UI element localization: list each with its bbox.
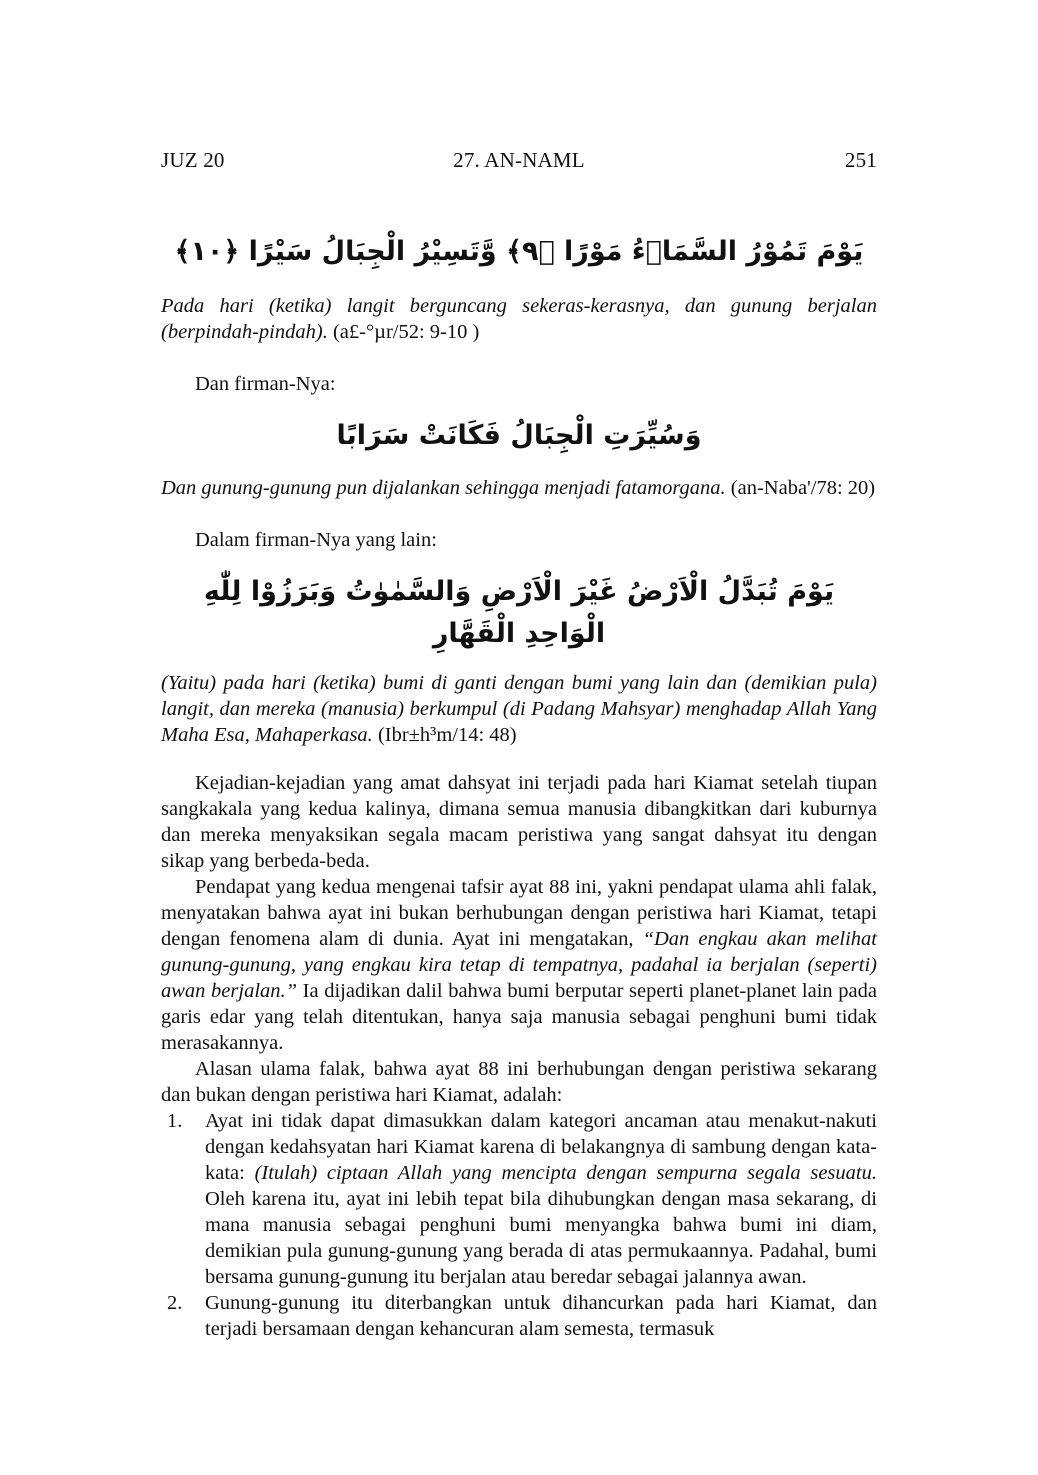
paragraph-2-segment: Ia dijadikan dalil bahwa bumi berputar seperti planet-planet lain pada garis edar yang telah ditentukan, hanya saja manusia sebagai penghuni bumi tidak merasakannya. [161, 980, 877, 1055]
translation-3 [161, 670, 877, 748]
list-item-1-number: 1. [167, 1110, 183, 1133]
list-item-1-quote: (Itulah) ciptaan Allah yang mencipta dengan sempurna segala sesuatu. [254, 1162, 877, 1185]
paragraph-2 [161, 874, 877, 1056]
translation-3-text: (Yaitu) pada hari (ketika) bumi di ganti dengan bumi yang lain dan (demikian pula) langit, dan mereka (manusia) berkumpul (di Padang Mahsyar) menghadap Allah Yang Maha Esa, Mahaperkasa. [161, 672, 877, 747]
list-item-2-number: 2. [167, 1292, 183, 1315]
page-number: 251 [844, 148, 877, 172]
translation-1 [161, 293, 877, 345]
list-item-1 [161, 1108, 877, 1290]
arabic-verse-2: وَسُيِّرَتِ الْجِبَالُ فَكَانَتْ سَرَابًا [336, 419, 702, 451]
arabic-verse-1: يَوْمَ تَمُوْرُ السَّمَاۤءُ مَوْرًا ﴿٩﴾ وَّتَسِيْرُ الْجِبَالُ سَيْرًا ﴿١٠﴾ [174, 236, 864, 267]
paragraph-2-quote: “Dan engkau akan melihat gunung-gunung, yang engkau kira tetap di tempatnya, padahal ia berjalan (seperti) awan berjalan.” [161, 928, 877, 1003]
paragraph-2-segment: Pendapat yang kedua mengenai tafsir ayat 88 ini, yakni pendapat ulama ahli falak, menyatakan bahwa ayat ini bukan berhubungan dengan peristiwa hari Kiamat, tetapi dengan fenomena alam di dunia. Ayat ini mengatakan, [161, 876, 877, 951]
list-item-2-text: Gunung-gunung itu diterbangkan untuk dihancurkan pada hari Kiamat, dan terjadi bersamaan dengan kehancuran alam semesta, termasuk [205, 1292, 877, 1341]
lead-firman-lain: Dalam firman-Nya yang lain: [195, 528, 437, 551]
lead-firman: Dan firman-Nya: [195, 372, 336, 395]
surah-title: 27. AN-NAML [453, 148, 585, 172]
translation-3-ref: (Ibr±h³m/14: 48) [377, 724, 517, 747]
list-item-1-segment: Oleh karena itu, ayat ini lebih tepat bila dihubungkan dengan masa sekarang, di mana manusia sebagai penghuni bumi menyangka bahwa bumi ini diam, demikian pula gunung-gunung yang berada di atas permukaannya. Padahal, bumi bersama gunung-gunung itu berjalan atau beredar sebagai jalannya awan. [205, 1188, 877, 1289]
translation-2-text: Dan gunung-gunung pun dijalankan sehingga menjadi fatamorgana. [161, 476, 731, 499]
list-item-1-segment: Ayat ini tidak dapat dimasukkan dalam kategori ancaman atau menakut-nakuti dengan kedahsyatan hari Kiamat karena di belakangnya di sambung dengan kata-kata: [205, 1110, 877, 1185]
list-item-1-text [205, 1108, 877, 1290]
paragraph-1: Kejadian-kejadian yang amat dahsyat ini terjadi pada hari Kiamat setelah tiupan sangkakala yang kedua kalinya, dimana semua manusia dibangkitkan dari kuburnya dan mereka menyaksikan segala macam peristiwa yang sangat dahsyat itu dengan sikap yang berbeda-beda. [161, 772, 877, 873]
translation-1-ref: (a£-°µr/52: 9-10 ) [332, 320, 480, 343]
translation-2-ref: (an-Naba'/78: 20) [730, 476, 876, 499]
paragraph-3: Alasan ulama falak, bahwa ayat 88 ini berhubungan dengan peristiwa sekarang dan bukan dengan peristiwa hari Kiamat, adalah: [161, 1058, 877, 1107]
translation-2 [161, 475, 877, 501]
arabic-verse-3: يَوْمَ تُبَدَّلُ الْاَرْضُ غَيْرَ الْاَرْضِ وَالسَّمٰوٰتُ وَبَرَزُوْا لِلّٰهِ الْوَاحِدِ الْقَهَّارِ [203, 575, 835, 649]
page-header [161, 148, 877, 173]
translation-1-text: Pada hari (ketika) langit berguncang sekeras-kerasnya, dan gunung berjalan (berpindah-pindah). [161, 294, 877, 343]
juz-label: JUZ 20 [161, 148, 225, 172]
list-item-2 [161, 1290, 877, 1342]
